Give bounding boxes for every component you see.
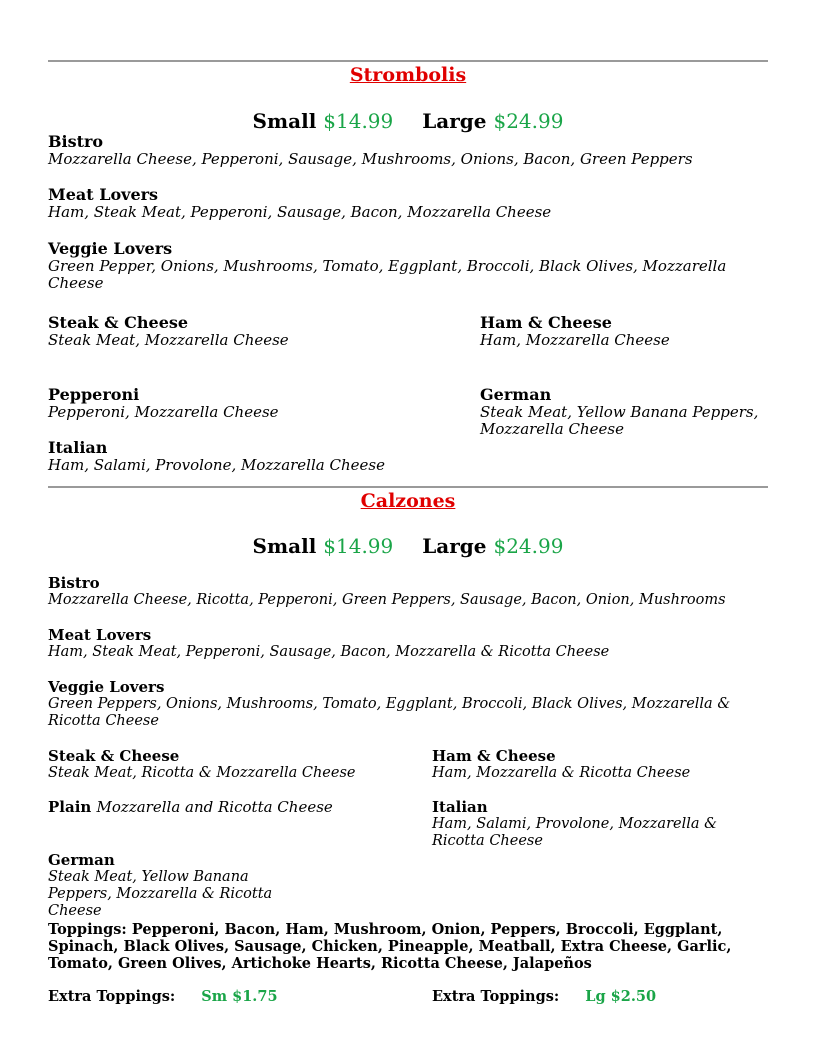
menu-item bbox=[48, 575, 768, 609]
menu-item bbox=[432, 748, 768, 782]
extra-toppings-label: Extra Toppings: bbox=[48, 988, 176, 1005]
toppings-list: Toppings: Pepperoni, Bacon, Ham, Mushroom, Onion, Peppers, Broccoli, Eggplant, Spinach, Black Olives, Sausage, Chicken, Pineapple, Meatball, Extra Cheese, Garlic, Tomato, Green Olives, Artichoke Hearts, Ricotta Cheese, Jalapeños bbox=[48, 921, 732, 972]
extra-toppings-small bbox=[48, 988, 278, 1005]
menu-item bbox=[480, 386, 770, 438]
item-name: German bbox=[480, 385, 552, 404]
calzones-small-price: $14.99 bbox=[323, 534, 394, 558]
item-desc: Ham, Steak Meat, Pepperoni, Sausage, Bacon, Mozzarella & Ricotta Cheese bbox=[48, 644, 610, 660]
item-desc: Ham, Salami, Provolone, Mozzarella Cheese bbox=[48, 456, 385, 474]
calzones-title: Calzones bbox=[360, 490, 456, 512]
strombolis-large-price: $24.99 bbox=[493, 109, 564, 133]
calzones-price-line bbox=[0, 534, 816, 558]
item-desc: Steak Meat, Yellow Banana Peppers, Mozzarella Cheese bbox=[480, 403, 759, 438]
item-desc: Steak Meat, Mozzarella Cheese bbox=[48, 331, 289, 349]
item-name: Italian bbox=[432, 798, 488, 816]
extra-toppings-sm-price: Sm $1.75 bbox=[201, 988, 278, 1005]
section-divider bbox=[48, 486, 768, 488]
menu-item bbox=[48, 799, 428, 816]
item-name: Steak & Cheese bbox=[48, 313, 189, 332]
item-plain bbox=[48, 799, 428, 816]
item-name: Bistro bbox=[48, 574, 100, 592]
strombolis-large-label: Large bbox=[422, 109, 487, 133]
item-desc: Steak Meat, Ricotta & Mozzarella Cheese bbox=[48, 765, 356, 781]
menu-item bbox=[480, 314, 768, 349]
item-desc: Green Pepper, Onions, Mushrooms, Tomato, Eggplant, Broccoli, Black Olives, Mozzarella Cheese bbox=[48, 257, 727, 292]
item-desc: Ham, Mozzarella Cheese bbox=[480, 331, 670, 349]
item-name: Italian bbox=[48, 438, 108, 457]
item-desc: Mozzarella Cheese, Pepperoni, Sausage, Mushrooms, Onions, Bacon, Green Peppers bbox=[48, 150, 693, 168]
extra-toppings-lg-price: Lg $2.50 bbox=[585, 988, 657, 1005]
extra-toppings-large bbox=[432, 988, 656, 1005]
menu-item bbox=[48, 852, 316, 920]
item-name: Meat Lovers bbox=[48, 185, 159, 204]
item-desc: Ham, Mozzarella & Ricotta Cheese bbox=[432, 765, 691, 781]
item-name: Veggie Lovers bbox=[48, 678, 165, 696]
top-divider bbox=[48, 60, 768, 62]
item-name: Veggie Lovers bbox=[48, 239, 173, 258]
menu-item bbox=[48, 186, 768, 221]
menu-item bbox=[48, 133, 768, 168]
calzones-small-label: Small bbox=[252, 534, 317, 558]
strombolis-small-price: $14.99 bbox=[323, 109, 394, 133]
item-name: Plain bbox=[48, 798, 92, 816]
item-name: German bbox=[48, 851, 115, 869]
menu-item bbox=[432, 799, 762, 850]
item-desc: Pepperoni, Mozzarella Cheese bbox=[48, 403, 279, 421]
item-desc: Mozzarella and Ricotta Cheese bbox=[96, 798, 333, 816]
menu-item bbox=[48, 439, 448, 474]
strombolis-small-label: Small bbox=[252, 109, 317, 133]
menu-item bbox=[48, 748, 428, 782]
menu-item bbox=[48, 314, 448, 349]
calzones-large-label: Large bbox=[422, 534, 487, 558]
menu-item bbox=[48, 627, 768, 661]
item-desc: Ham, Salami, Provolone, Mozzarella & Ricotta Cheese bbox=[432, 816, 718, 849]
menu-item bbox=[48, 679, 764, 730]
item-desc: Mozzarella Cheese, Ricotta, Pepperoni, Green Peppers, Sausage, Bacon, Onion, Mushrooms bbox=[48, 592, 726, 608]
strombolis-price-line bbox=[0, 109, 816, 133]
item-name: Pepperoni bbox=[48, 385, 140, 404]
extra-toppings-label: Extra Toppings: bbox=[432, 988, 560, 1005]
item-name: Ham & Cheese bbox=[480, 313, 612, 332]
menu-item bbox=[48, 240, 768, 292]
item-name: Steak & Cheese bbox=[48, 747, 180, 765]
item-name: Meat Lovers bbox=[48, 626, 152, 644]
item-desc: Green Peppers, Onions, Mushrooms, Tomato, Eggplant, Broccoli, Black Olives, Mozzarella & Ricotta Cheese bbox=[48, 696, 731, 729]
strombolis-title: Strombolis bbox=[349, 64, 467, 86]
item-desc: Ham, Steak Meat, Pepperoni, Sausage, Bacon, Mozzarella Cheese bbox=[48, 203, 552, 221]
item-name: Ham & Cheese bbox=[432, 747, 556, 765]
menu-item bbox=[48, 386, 448, 421]
item-name: Bistro bbox=[48, 132, 104, 151]
item-desc: Steak Meat, Yellow Banana Peppers, Mozzarella & Ricotta Cheese bbox=[48, 869, 273, 919]
calzones-large-price: $24.99 bbox=[493, 534, 564, 558]
